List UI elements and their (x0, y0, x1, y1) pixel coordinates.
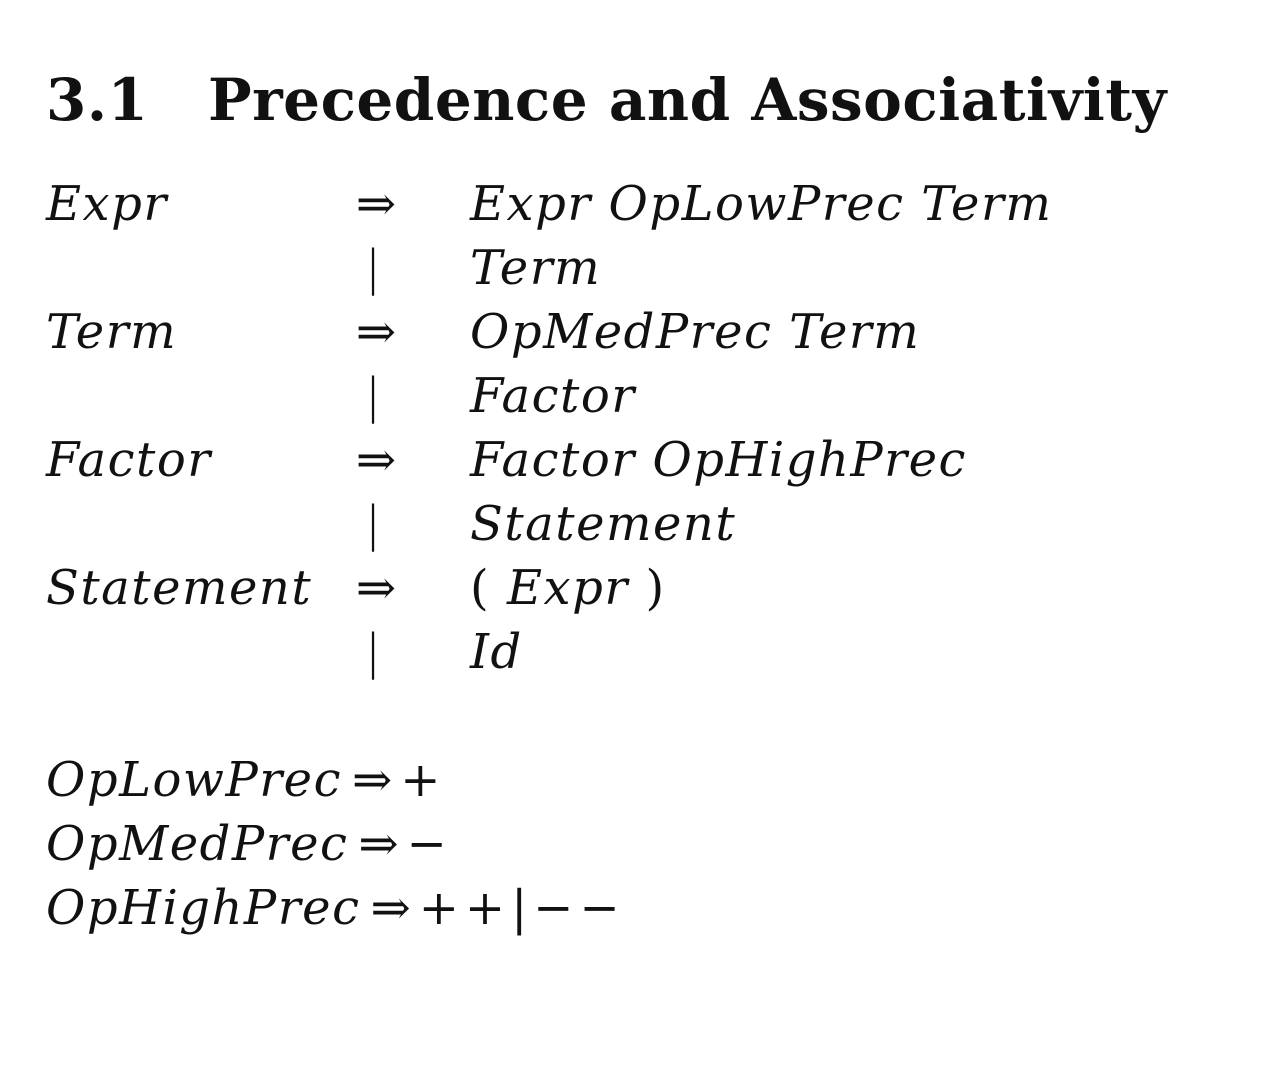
derives-arrow: ⇒ (358, 816, 399, 872)
grammar-alternative-factor (0, 364, 1280, 428)
section-heading (46, 62, 1167, 138)
derives-arrow: ⇒ (355, 304, 397, 360)
derives-arrow: ⇒ (370, 880, 411, 936)
rule-lhs: Factor (46, 432, 212, 488)
terminal-rule-high (46, 876, 626, 940)
grammar-rule-statement (0, 556, 1280, 620)
rule-lhs: Expr (46, 176, 168, 232)
rule-rhs: Statement (470, 496, 737, 552)
rule-lhs: Statement (46, 560, 313, 616)
alternative-bar: | (364, 624, 382, 680)
terminal-rule-low (46, 748, 446, 812)
rule-lhs: Term (46, 304, 178, 360)
derives-arrow: ⇒ (355, 560, 397, 616)
section-title: Precedence and Associativity (208, 66, 1167, 134)
rule-rhs: OpMedPrec Term (470, 304, 921, 360)
rule-rhs: Expr OpLowPrec Term (470, 176, 1053, 232)
derives-arrow: ⇒ (355, 432, 397, 488)
rule-rhs: Factor OpHighPrec (470, 432, 967, 488)
alternative-bar: | (364, 240, 382, 296)
grammar-alternative-id (0, 620, 1280, 684)
grammar-alternative-statement (0, 492, 1280, 556)
rule-rhs (470, 556, 666, 620)
open-paren: ( (470, 560, 491, 616)
terminal-lhs: OpMedPrec (46, 816, 349, 872)
section-number: 3.1 (46, 66, 149, 134)
terminal-lhs: OpHighPrec (46, 880, 361, 936)
terminal-rhs: + (400, 752, 447, 808)
close-paren: ) (645, 560, 666, 616)
terminal-rhs: ++|−− (418, 880, 626, 936)
grammar-rule-expr (0, 172, 1280, 236)
rule-rhs: Term (470, 240, 602, 296)
terminal-rhs: − (406, 816, 453, 872)
derives-arrow: ⇒ (351, 752, 393, 808)
alternative-bar: | (364, 496, 382, 552)
rule-rhs-expr: Expr (507, 560, 629, 616)
terminal-rule-med (46, 812, 453, 876)
terminal-lhs: OpLowPrec (46, 752, 342, 808)
derives-arrow: ⇒ (355, 176, 397, 232)
grammar-alternative-term (0, 236, 1280, 300)
grammar-rule-factor (0, 428, 1280, 492)
grammar-rule-term (0, 300, 1280, 364)
rule-rhs: Factor (470, 368, 636, 424)
rule-rhs: Id (470, 624, 523, 680)
alternative-bar: | (364, 368, 382, 424)
